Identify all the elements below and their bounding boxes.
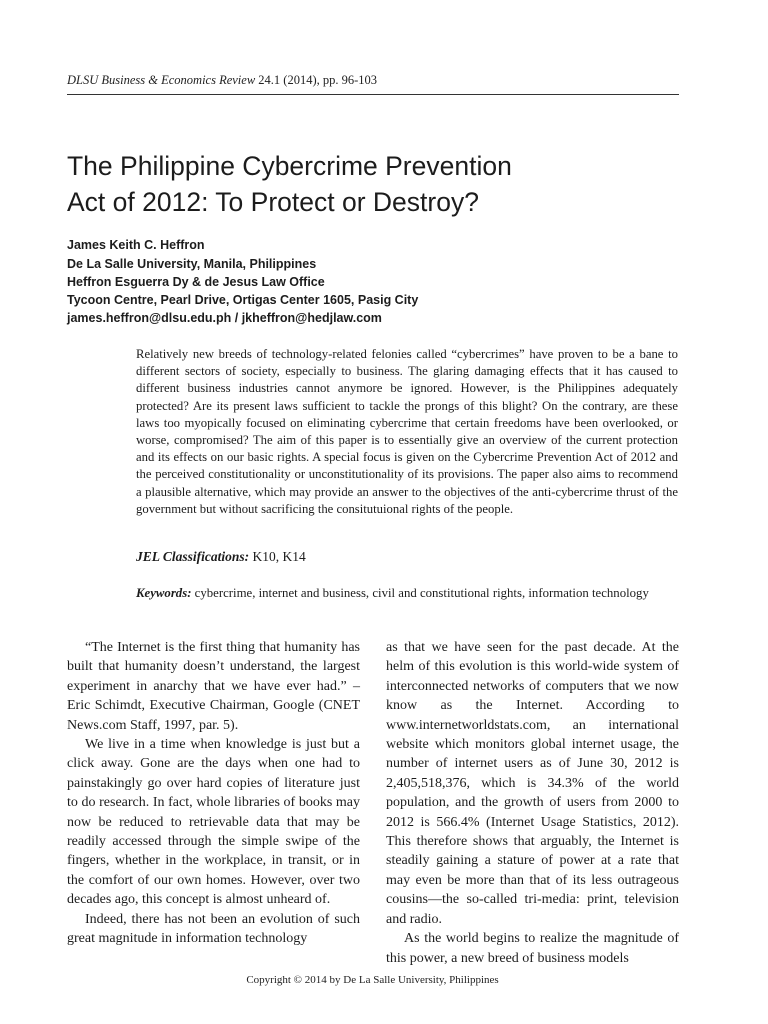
body-paragraph: As the world begins to realize the magnitude of this power, a new breed of business models	[386, 931, 679, 966]
header-divider	[67, 94, 679, 95]
body-column-left	[67, 638, 360, 949]
copyright-footer: Copyright © 2014 by De La Salle University, Philippines	[246, 974, 499, 986]
jel-value: K10, K14	[252, 549, 306, 564]
journal-name: DLSU Business & Economics Review	[67, 73, 256, 87]
author-affiliation-university: De La Salle University, Manila, Philippines	[67, 257, 317, 271]
body-paragraph-continued: as that we have seen for the past decade. At the helm of this evolution is this world-wide system of interconnected networks of computers that we now know as the Internet. According to www.internetworldstats.com, an international website which monitors global internet usage, the number of internet users as of June 30, 2012 is 2,405,518,376, which is 34.3% of the world population, and the growth of users from 2000 to 2012 is 566.4% (Internet Usage Statistics, 2012). This therefore shows that arguably, the Internet is steadily gaining a stature of power at a rate that may even be more than that of its less outrageous cousins—the so-called tri-media: print, television and radio.	[386, 640, 679, 927]
abstract: Relatively new breeds of technology-related felonies called “cybercrimes” have proven to be a bane to different sectors of society, especially to business. The glaring damaging effects that it has caused to different business industries cannot anymore be ignored. However, is the Philippines adequately protected? Are its present laws sufficient to tackle the prongs of this blight? On the contrary, are these laws too myopically focused on eliminating cybercrime that certain freedoms have been overlooked, or worse, compromised? The aim of this paper is to essentially give an overview of the current protection and its effects on our basic rights. A special focus is given on the Cybercrime Prevention Act of 2012 and the perceived constitutionality or unconstitutionality of its provisions. The paper also aims to recommend a plausible alternative, which may provide an answer to the objectives of the anti-cybercrime thrust of the government but without sacrificing the consitutuional rights of the people.	[136, 347, 678, 516]
body-paragraph: We live in a time when knowledge is just but a click away. Gone are the days when one had to painstakingly go over hard copies of literature just to do research. In fact, whole libraries of books may now be reduced to retrievable data that may be readily accessed through the simple swipe of the fingers, whether in the workplace, in transit, or in the comfort of our own homes. However, over two decades ago, this concept is almost unheard of.	[67, 737, 360, 908]
author-name: James Keith C. Heffron	[67, 238, 205, 252]
keywords-label: Keywords:	[136, 586, 192, 600]
paper-title-line-1: The Philippine Cybercrime Prevention	[67, 151, 512, 181]
body-paragraph: Indeed, there has not been an evolution of such great magnitude in information technology	[67, 911, 360, 947]
journal-issue-pages: 24.1 (2014), pp. 96-103	[258, 73, 378, 87]
jel-classifications	[136, 549, 306, 565]
journal-header	[67, 73, 377, 88]
author-email: james.heffron@dlsu.edu.ph / jkheffron@hedjlaw.com	[67, 311, 382, 325]
author-address: Tycoon Centre, Pearl Drive, Ortigas Center 1605, Pasig City	[67, 293, 419, 307]
paper-title-line-2: Act of 2012: To Protect or Destroy?	[67, 187, 479, 217]
author-block	[67, 236, 418, 327]
keywords-value: cybercrime, internet and business, civil and constitutional rights, information technology	[194, 586, 649, 600]
author-affiliation-law-office: Heffron Esguerra Dy & de Jesus Law Office	[67, 275, 325, 289]
keywords	[136, 586, 649, 601]
jel-label: JEL Classifications:	[136, 549, 250, 564]
body-paragraph: “The Internet is the first thing that humanity has built that humanity doesn’t understand, the largest experiment in anarchy that we have ever had.” – Eric Schimdt, Executive Chairman, Google (CNET News.com Staff, 1997, par. 5).	[67, 640, 360, 733]
paper-title	[67, 148, 687, 220]
body-column-right	[386, 638, 679, 968]
